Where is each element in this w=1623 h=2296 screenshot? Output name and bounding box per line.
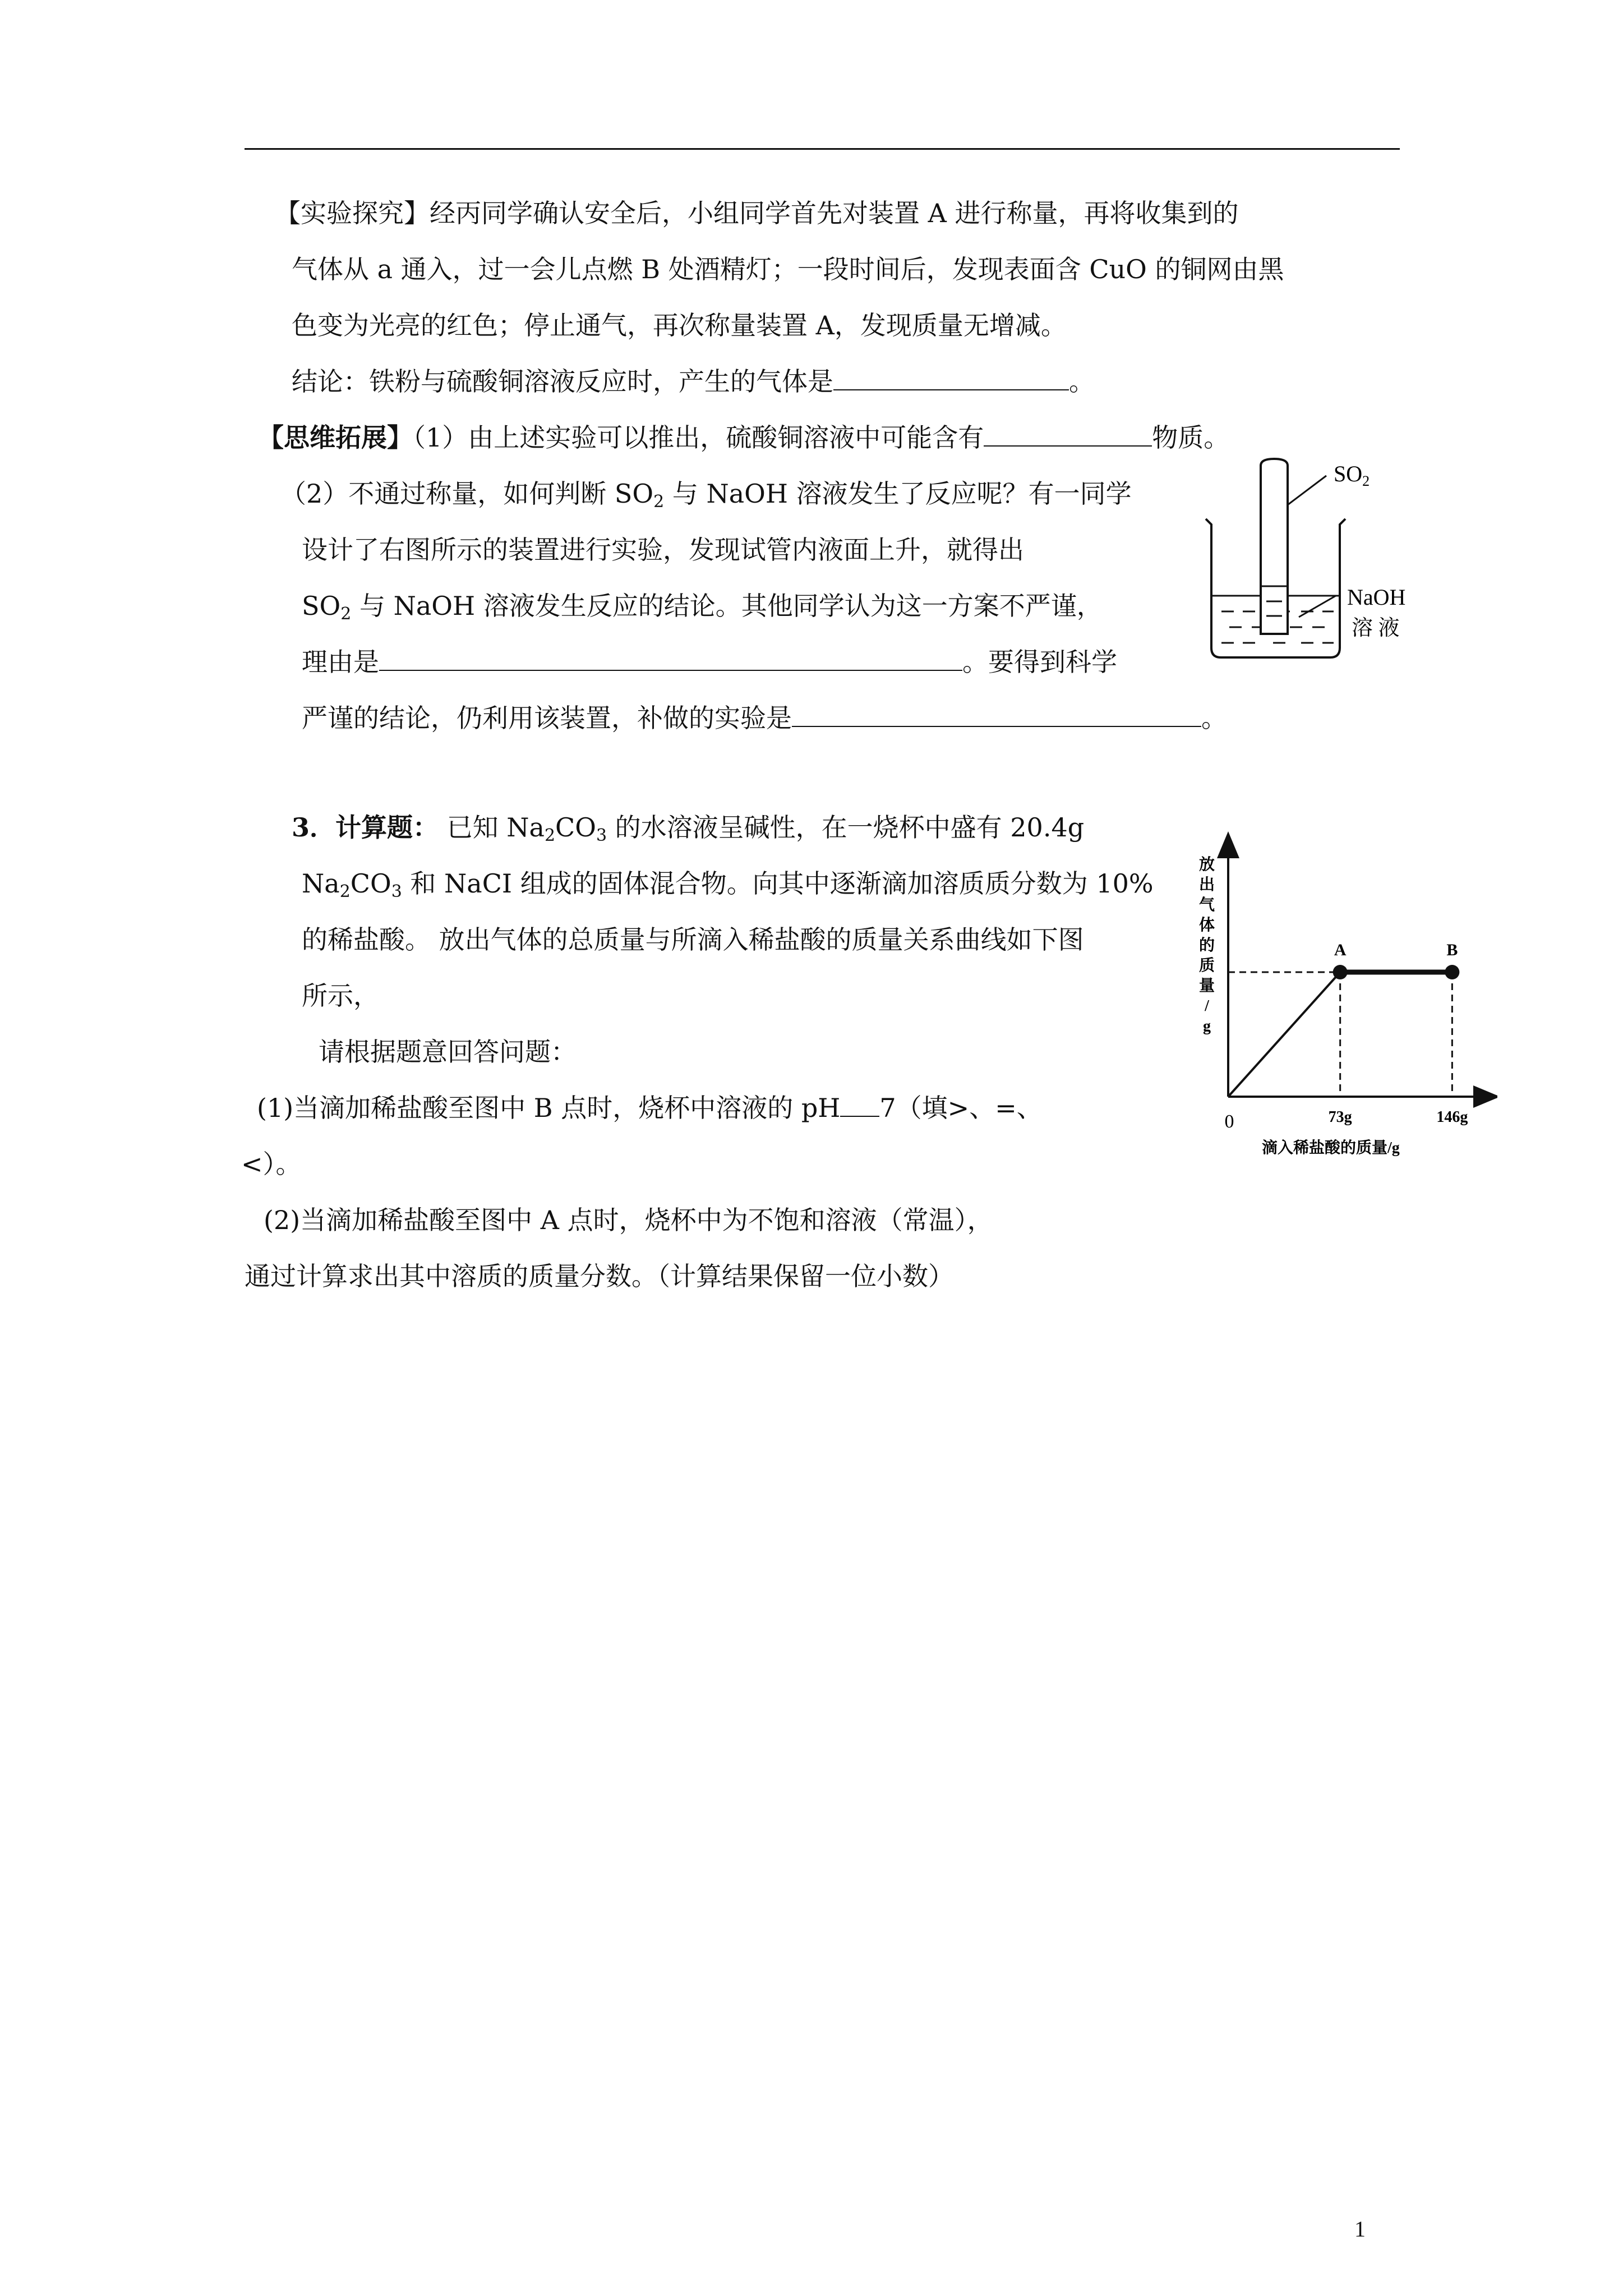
gas-label: $SO_2$ <box>1334 461 1370 489</box>
conclusion-end: 。 <box>1069 366 1095 397</box>
q2-l1-sub: 2 <box>653 492 665 512</box>
solution-label-1: NaOH <box>1347 585 1406 610</box>
c1c: 的水溶液呈碱性，在一烧杯中盛有 20.4g <box>607 812 1085 843</box>
gas-mass-chart <box>1183 830 1497 1172</box>
c1a: 已知 Na <box>439 812 545 843</box>
answer-blank-gas[interactable] <box>833 367 1069 390</box>
point-label-B: B <box>1446 941 1458 959</box>
p1-options: 7（填>、=、 <box>879 1093 1043 1123</box>
calc-number: 3． <box>292 812 336 843</box>
reason-label: 理由是 <box>302 647 379 677</box>
calc-line-3: 的稀盐酸。 放出气体的总质量与所滴入稀盐酸的质量关系曲线如下图 <box>302 924 1084 955</box>
gas-leader-line <box>1288 476 1326 505</box>
calc-line-4: 所示， <box>302 981 379 1011</box>
c2c: 和 NaCI 组成的固体混合物。向其中逐渐滴加溶质质分数为 10% <box>402 868 1154 899</box>
q2-l3-a: SO <box>302 591 341 621</box>
y-axis-label: 放出气体的质量/ g <box>1198 856 1215 1035</box>
c1s2: 3 <box>596 826 607 845</box>
supplement-label: 严谨的结论，仍利用该装置，补做的实验是 <box>302 703 792 733</box>
q2-l5-end: 。 <box>1201 703 1227 733</box>
point-A <box>1333 965 1348 979</box>
c2s1: 2 <box>339 882 351 901</box>
c2s2: 3 <box>391 882 402 901</box>
c1b: CO <box>555 812 596 843</box>
exp-line-2: 气体从 a 通入，过一会儿点燃 B 处酒精灯；一段时间后，发现表面含 CuO 的铜网由黑 <box>292 254 1284 284</box>
calc-heading: 计算题： <box>335 812 439 843</box>
c2a: Na <box>302 868 340 899</box>
ext-q2-line-2: 设计了右图所示的装置进行实验，发现试管内液面上升，就得出 <box>302 535 1024 565</box>
x-tick-label-1: 73g <box>1328 1108 1352 1126</box>
x-axis-label: 滴入稀盐酸的质量/g <box>1262 1139 1400 1157</box>
answer-blank-ph[interactable] <box>840 1093 879 1117</box>
page-number: 1 <box>1354 2216 1366 2242</box>
exp-heading: 【实验探究】 <box>275 198 430 228</box>
answer-blank-reason[interactable] <box>379 647 962 671</box>
ext-q2-line-4 <box>302 645 1117 679</box>
conclusion-text: 结论：铁粉与硫酸铜溶液反应时，产生的气体是 <box>292 366 833 397</box>
calc-part-1-end: <）。 <box>241 1149 302 1179</box>
q2-l1-a: （2）不通过称量，如何判断 SO <box>280 478 654 509</box>
solution-leader-line <box>1299 596 1336 617</box>
ext-q2-line-5 <box>302 701 1227 735</box>
calc-part-2-line-2: 通过计算求出其中溶质的质量分数。（计算结果保留一位小数） <box>245 1261 954 1291</box>
c1s1: 2 <box>544 826 556 845</box>
ext-q2-line-3 <box>302 589 1103 623</box>
exp-line-1 <box>275 196 1238 230</box>
header-rule <box>245 148 1400 150</box>
calc-line-1 <box>292 811 1084 844</box>
calc-part-2: (2)当滴加稀盐酸至图中 A 点时，烧杯中为不饱和溶液（常温）， <box>264 1205 993 1235</box>
solution-label-2: 溶 液 <box>1352 616 1400 640</box>
point-B <box>1445 965 1459 979</box>
exp-conclusion <box>292 365 1095 398</box>
ext-heading: 【思维拓展】 <box>258 422 413 453</box>
q2-l1-b: 与 NaOH 溶液发生了反应呢？有一同学 <box>664 478 1132 509</box>
q2-l3-b: 与 NaOH 溶液发生反应的结论。其他同学认为这一方案不严谨， <box>351 591 1103 621</box>
exp-line-1-text: 经丙同学确认安全后，小组同学首先对装置 A 进行称量，再将收集到的 <box>430 198 1239 228</box>
ext-q1-text: （1）由上述实验可以推出，硫酸铜溶液中可能含有 <box>413 422 984 453</box>
x-tick-label-2: 146g <box>1436 1108 1468 1126</box>
ext-q1 <box>258 421 1229 454</box>
calc-part-1 <box>257 1091 1043 1125</box>
ext-q1-end: 物质。 <box>1152 422 1230 453</box>
apparatus-diagram <box>1189 449 1424 668</box>
p1-text: (1)当滴加稀盐酸至图中 B 点时，烧杯中溶液的 pH <box>257 1093 841 1123</box>
answer-blank-supplement[interactable] <box>792 703 1201 727</box>
q2-l3-sub: 2 <box>340 604 352 624</box>
q2-l4-end: 。要得到科学 <box>962 647 1117 677</box>
point-label-A: A <box>1334 941 1347 959</box>
origin-label: 0 <box>1224 1111 1234 1132</box>
answer-blank-substance[interactable] <box>984 423 1152 447</box>
exp-line-3: 色变为光亮的红色；停止通气，再次称量装置 A，发现质量无增减。 <box>292 310 1067 341</box>
c2b: CO <box>350 868 391 899</box>
calc-line-5: 请根据题意回答问题： <box>319 1037 577 1067</box>
ext-q2-line-1 <box>280 477 1132 510</box>
calc-line-2 <box>302 867 1154 900</box>
